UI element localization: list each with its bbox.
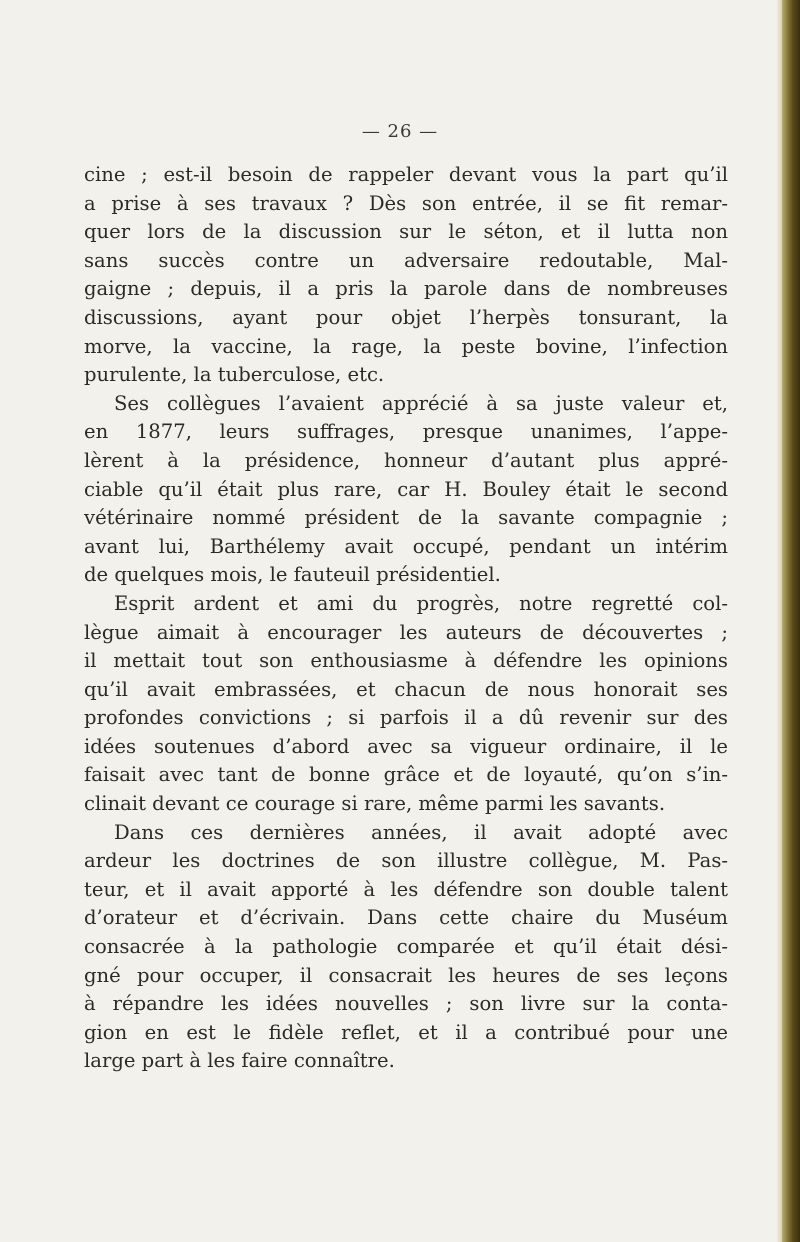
text-line: quer lors de la discussion sur le séton, et il lutta non bbox=[84, 220, 728, 244]
text-line: il mettait tout son enthousiasme à défendre les opinions bbox=[84, 649, 728, 673]
text-line: large part à les faire connaître. bbox=[84, 1049, 395, 1073]
text-line: a prise à ses travaux ? Dès son entrée, il se fit remar- bbox=[84, 191, 728, 215]
book-binding-edge bbox=[782, 0, 800, 1242]
text-line: ciable qu’il était plus rare, car H. Bouley était le second bbox=[84, 477, 728, 501]
body-text bbox=[84, 161, 728, 1076]
text-line: ardeur les doctrines de son illustre collègue, M. Pas- bbox=[84, 849, 728, 873]
text-line: morve, la vaccine, la rage, la peste bovine, l’infection bbox=[84, 334, 728, 358]
text-line: cine ; est-il besoin de rappeler devant vous la part qu’il bbox=[84, 163, 728, 186]
text-line: lègue aimait à encourager les auteurs de découvertes ; bbox=[84, 620, 728, 644]
text-line: Esprit ardent et ami du progrès, notre regretté col- bbox=[114, 591, 728, 615]
text-line: discussions, ayant pour objet l’herpès tonsurant, la bbox=[84, 305, 728, 329]
text-line: qu’il avait embrassées, et chacun de nous honorait ses bbox=[84, 677, 728, 701]
page-number: — 26 — bbox=[361, 121, 439, 142]
text-line: teur, et il avait apporté à les défendre son double talent bbox=[84, 877, 728, 901]
text-line: profondes convictions ; si parfois il a dû revenir sur des bbox=[84, 706, 728, 730]
text-line: faisait avec tant de bonne grâce et de loyauté, qu’on s’in- bbox=[84, 763, 728, 787]
text-line: vétérinaire nommé président de la savante compagnie ; bbox=[84, 506, 728, 530]
text-line: avant lui, Barthélemy avait occupé, pendant un intérim bbox=[84, 534, 728, 558]
text-line: sans succès contre un adversaire redoutable, Mal- bbox=[84, 248, 728, 272]
text-line: d’orateur et d’écrivain. Dans cette chaire du Muséum bbox=[84, 906, 728, 930]
text-line: gaigne ; depuis, il a pris la parole dans de nombreuses bbox=[84, 277, 728, 301]
text-line: consacrée à la pathologie comparée et qu’il était dési- bbox=[84, 935, 728, 959]
text-line: idées soutenues d’abord avec sa vigueur ordinaire, il le bbox=[84, 734, 728, 758]
text-line: purulente, la tuberculose, etc. bbox=[84, 363, 385, 387]
text-line: Dans ces dernières années, il avait adopté avec bbox=[114, 820, 728, 844]
text-line: Ses collègues l’avaient apprécié à sa juste valeur et, bbox=[114, 391, 728, 415]
text-line: lèrent à la présidence, honneur d’autant plus appré- bbox=[84, 448, 728, 472]
text-line: de quelques mois, le fauteuil présidentiel. bbox=[84, 563, 501, 587]
text-line: gion en est le fidèle reflet, et il a contribué pour une bbox=[84, 1020, 728, 1044]
text-line: clinait devant ce courage si rare, même parmi les savants. bbox=[84, 792, 666, 816]
text-line: à répandre les idées nouvelles ; son livre sur la conta- bbox=[84, 992, 728, 1016]
text-line: gné pour occuper, il consacrait les heures de ses leçons bbox=[84, 963, 728, 987]
text-line: en 1877, leurs suffrages, presque unanimes, l’appe- bbox=[84, 420, 728, 444]
